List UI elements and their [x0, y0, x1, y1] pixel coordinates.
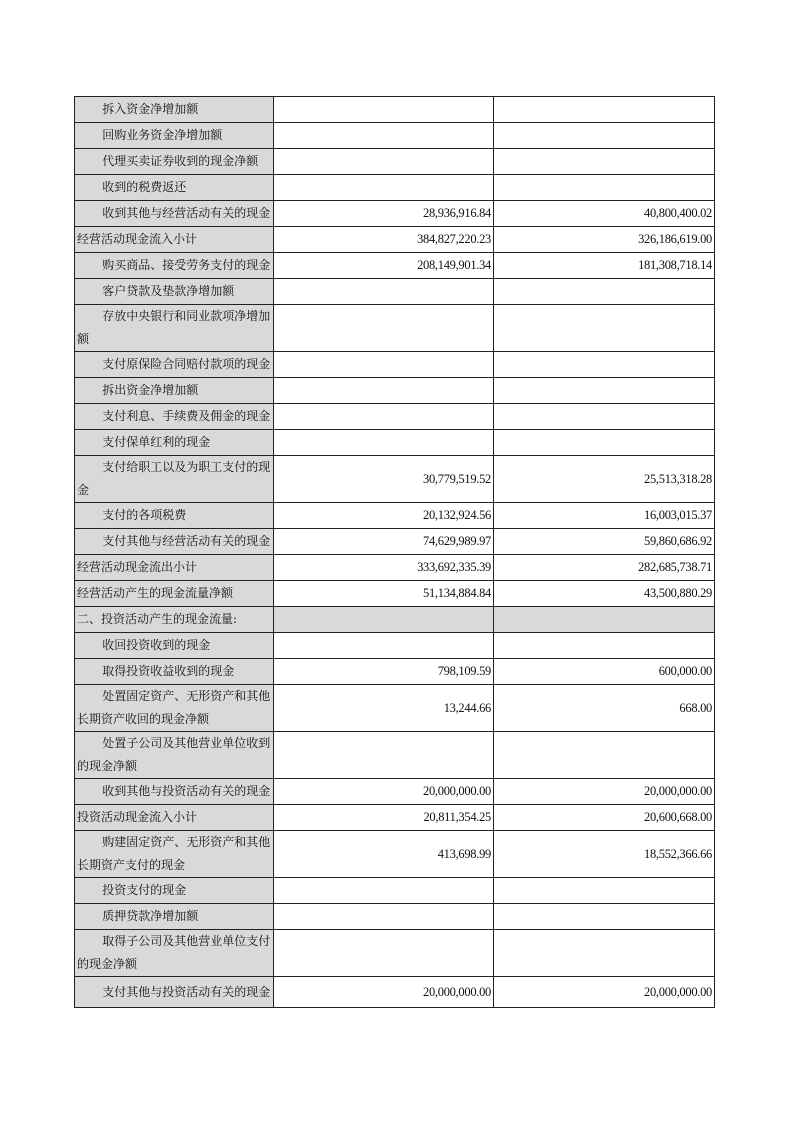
table-body — [75, 97, 715, 1008]
table-row — [75, 149, 715, 175]
amount-previous-period — [494, 352, 715, 378]
table-row — [75, 685, 715, 732]
amount-current-period — [274, 732, 494, 779]
row-label: 拆入资金净增加额 — [75, 97, 274, 123]
table-row — [75, 279, 715, 305]
table-row — [75, 805, 715, 831]
row-label: 经营活动现金流出小计 — [75, 555, 274, 581]
amount-previous-period: 668.00 — [494, 685, 715, 732]
amount-current-period — [274, 123, 494, 149]
row-label: 收到其他与经营活动有关的现金 — [75, 201, 274, 227]
amount-current-period: 20,000,000.00 — [274, 779, 494, 805]
row-label: 支付给职工以及为职工支付的现金 — [75, 456, 274, 503]
amount-previous-period — [494, 607, 715, 633]
amount-current-period — [274, 97, 494, 123]
amount-current-period — [274, 633, 494, 659]
amount-current-period: 13,244.66 — [274, 685, 494, 732]
amount-current-period — [274, 904, 494, 930]
row-label: 二、投资活动产生的现金流量: — [75, 607, 274, 633]
amount-current-period — [274, 175, 494, 201]
row-label: 支付保单红利的现金 — [75, 430, 274, 456]
table-row — [75, 378, 715, 404]
row-label: 客户贷款及垫款净增加额 — [75, 279, 274, 305]
amount-current-period — [274, 279, 494, 305]
amount-current-period: 333,692,335.39 — [274, 555, 494, 581]
table-row — [75, 659, 715, 685]
amount-previous-period: 43,500,880.29 — [494, 581, 715, 607]
table-row — [75, 175, 715, 201]
table-row — [75, 253, 715, 279]
table-row — [75, 456, 715, 503]
table-row — [75, 123, 715, 149]
amount-previous-period — [494, 930, 715, 977]
amount-previous-period — [494, 732, 715, 779]
table-row — [75, 201, 715, 227]
amount-current-period: 28,936,916.84 — [274, 201, 494, 227]
amount-current-period: 20,000,000.00 — [274, 977, 494, 1008]
row-label: 存放中央银行和同业款项净增加额 — [75, 305, 274, 352]
row-label: 投资支付的现金 — [75, 878, 274, 904]
amount-current-period — [274, 930, 494, 977]
amount-current-period — [274, 149, 494, 175]
amount-current-period: 208,149,901.34 — [274, 253, 494, 279]
row-label: 回购业务资金净增加额 — [75, 123, 274, 149]
row-label: 取得投资收益收到的现金 — [75, 659, 274, 685]
table-row — [75, 977, 715, 1008]
amount-current-period: 30,779,519.52 — [274, 456, 494, 503]
amount-current-period — [274, 378, 494, 404]
table-row — [75, 404, 715, 430]
amount-previous-period — [494, 878, 715, 904]
amount-previous-period: 181,308,718.14 — [494, 253, 715, 279]
row-label: 收到的税费返还 — [75, 175, 274, 201]
amount-current-period: 798,109.59 — [274, 659, 494, 685]
row-label: 收回投资收到的现金 — [75, 633, 274, 659]
row-label: 代理买卖证券收到的现金净额 — [75, 149, 274, 175]
amount-previous-period — [494, 149, 715, 175]
table-row — [75, 555, 715, 581]
row-label: 支付的各项税费 — [75, 503, 274, 529]
row-label: 经营活动产生的现金流量净额 — [75, 581, 274, 607]
row-label: 支付其他与投资活动有关的现金 — [75, 977, 274, 1008]
row-label: 取得子公司及其他营业单位支付的现金净额 — [75, 930, 274, 977]
cash-flow-statement-table — [74, 96, 715, 1008]
amount-previous-period — [494, 175, 715, 201]
table-row — [75, 503, 715, 529]
row-label: 投资活动现金流入小计 — [75, 805, 274, 831]
table-row — [75, 633, 715, 659]
amount-previous-period: 40,800,400.02 — [494, 201, 715, 227]
amount-previous-period: 20,000,000.00 — [494, 779, 715, 805]
amount-previous-period: 600,000.00 — [494, 659, 715, 685]
row-label: 收到其他与投资活动有关的现金 — [75, 779, 274, 805]
amount-previous-period — [494, 904, 715, 930]
amount-previous-period: 20,000,000.00 — [494, 977, 715, 1008]
amount-current-period: 384,827,220.23 — [274, 227, 494, 253]
amount-previous-period — [494, 633, 715, 659]
table-row — [75, 878, 715, 904]
amount-current-period — [274, 305, 494, 352]
amount-current-period — [274, 404, 494, 430]
table-row — [75, 352, 715, 378]
amount-previous-period: 16,003,015.37 — [494, 503, 715, 529]
amount-current-period: 20,811,354.25 — [274, 805, 494, 831]
amount-previous-period — [494, 378, 715, 404]
amount-current-period: 413,698.99 — [274, 831, 494, 878]
row-label: 处置固定资产、无形资产和其他长期资产收回的现金净额 — [75, 685, 274, 732]
amount-previous-period — [494, 97, 715, 123]
table-row — [75, 732, 715, 779]
amount-previous-period: 326,186,619.00 — [494, 227, 715, 253]
amount-previous-period: 18,552,366.66 — [494, 831, 715, 878]
amount-previous-period — [494, 279, 715, 305]
row-label: 处置子公司及其他营业单位收到的现金净额 — [75, 732, 274, 779]
amount-current-period: 74,629,989.97 — [274, 529, 494, 555]
amount-previous-period — [494, 404, 715, 430]
table-row — [75, 529, 715, 555]
amount-previous-period — [494, 123, 715, 149]
amount-current-period — [274, 607, 494, 633]
amount-previous-period — [494, 305, 715, 352]
amount-previous-period — [494, 430, 715, 456]
row-label: 经营活动现金流入小计 — [75, 227, 274, 253]
row-label: 购买商品、接受劳务支付的现金 — [75, 253, 274, 279]
section-header-row — [75, 607, 715, 633]
table-row — [75, 831, 715, 878]
table-row — [75, 430, 715, 456]
amount-current-period — [274, 878, 494, 904]
amount-previous-period: 25,513,318.28 — [494, 456, 715, 503]
row-label: 支付原保险合同赔付款项的现金 — [75, 352, 274, 378]
table-row — [75, 904, 715, 930]
amount-previous-period: 20,600,668.00 — [494, 805, 715, 831]
amount-current-period: 20,132,924.56 — [274, 503, 494, 529]
table-row — [75, 930, 715, 977]
amount-current-period — [274, 352, 494, 378]
row-label: 购建固定资产、无形资产和其他长期资产支付的现金 — [75, 831, 274, 878]
amount-previous-period: 282,685,738.71 — [494, 555, 715, 581]
amount-current-period — [274, 430, 494, 456]
table-row — [75, 305, 715, 352]
row-label: 质押贷款净增加额 — [75, 904, 274, 930]
table-row — [75, 227, 715, 253]
table-row — [75, 779, 715, 805]
amount-current-period: 51,134,884.84 — [274, 581, 494, 607]
row-label: 拆出资金净增加额 — [75, 378, 274, 404]
table-row — [75, 97, 715, 123]
row-label: 支付利息、手续费及佣金的现金 — [75, 404, 274, 430]
row-label: 支付其他与经营活动有关的现金 — [75, 529, 274, 555]
table-row — [75, 581, 715, 607]
amount-previous-period: 59,860,686.92 — [494, 529, 715, 555]
